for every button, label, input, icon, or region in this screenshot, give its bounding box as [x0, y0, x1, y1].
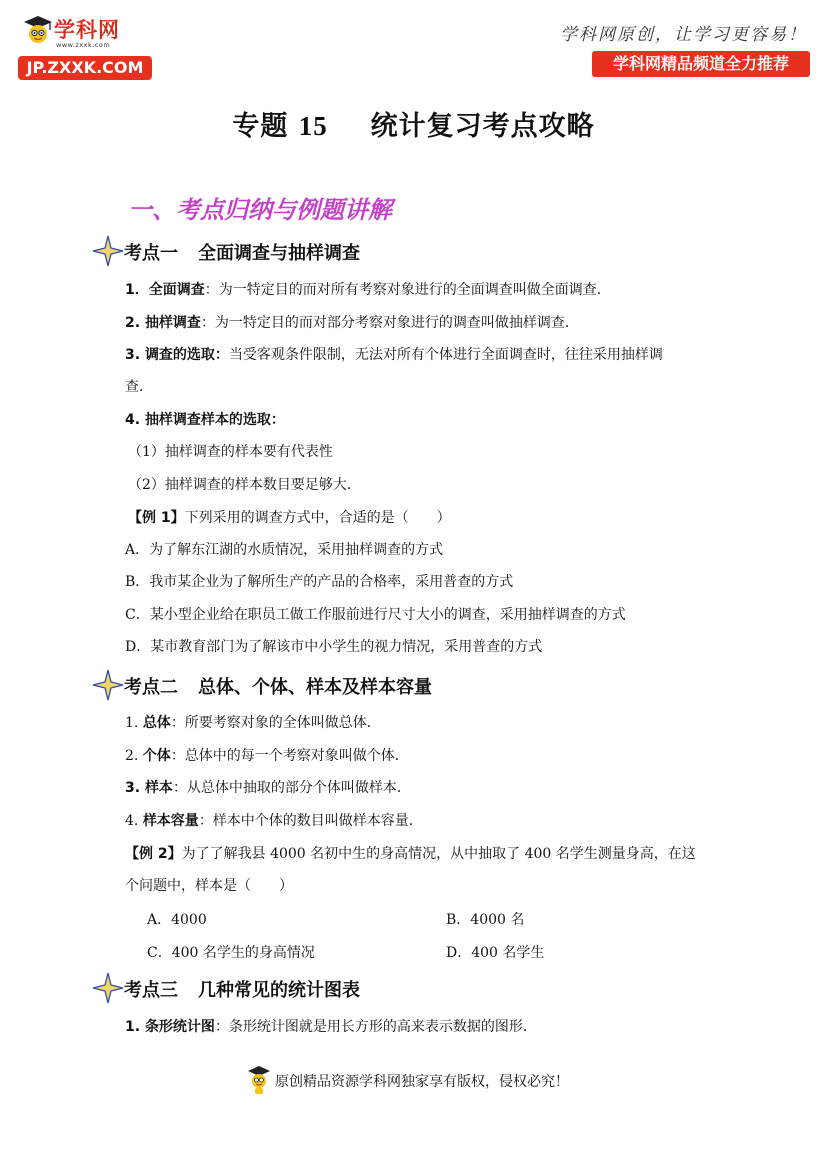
four-point-star-icon: [92, 669, 124, 701]
kp1-sub-1: （1）抽样调查的样本要有代表性: [128, 444, 333, 460]
kp3-label: 考点三: [124, 980, 178, 1001]
kp2-item-4: 4. 样本容量：样本中个体的数目叫做样本容量．: [125, 813, 423, 829]
kp1-item-3-cont: 查．: [125, 379, 153, 395]
example-2-choice-c: C．400 名学生的身高情况: [147, 945, 315, 961]
example-1: 【例 1】下列采用的调查方式中，合适的是（ ）: [128, 510, 451, 526]
kp1-topic: 全面调查与抽样调查: [198, 243, 360, 264]
kp2-item-3: 3. 样本：从总体中抽取的部分个体叫做样本．: [125, 780, 411, 796]
kp1-sub-2: （2）抽样调查的样本数目要足够大．: [128, 477, 361, 493]
graduation-cap-mascot-icon: [22, 14, 54, 48]
header-slogan: 学科网原创，让学习更容易！: [560, 25, 807, 45]
title-main: 统计复习考点攻略: [370, 111, 595, 142]
example-2-cont: 个问题中，样本是（ ）: [125, 878, 293, 894]
kp2-item-1: 1. 总体：所要考察对象的全体叫做总体．: [125, 715, 381, 731]
kp2-topic: 总体、个体、样本及样本容量: [198, 677, 432, 698]
recommend-badge[interactable]: 学科网精品频道全力推荐: [592, 51, 810, 77]
kp2-label: 考点二: [124, 677, 178, 698]
example-2: 【例 2】为了了解我县 4000 名初中生的身高情况，从中抽取了 400 名学生测量身高，在这: [125, 846, 696, 862]
example-1-choice-b: B．我市某企业为了解所生产的产品的合格率，采用普查的方式: [125, 574, 514, 590]
example-2-choice-b: B．4000 名: [446, 912, 525, 928]
kp1-item-4: 4. 抽样调查样本的选取：: [125, 412, 285, 428]
kp1-item-3: 3. 调查的选取：当受客观条件限制，无法对所有个体进行全面调查时，往往采用抽样调: [125, 347, 663, 363]
kp2-item-2: 2. 个体：总体中的每一个考察对象叫做个体．: [125, 748, 409, 764]
kp1-label: 考点一: [124, 243, 178, 264]
section-heading: 一、考点归纳与例题讲解: [128, 196, 392, 224]
four-point-star-icon: [92, 972, 124, 1004]
four-point-star-icon: [92, 235, 124, 267]
kp1-item-2: 2. 抽样调查：为一特定目的而对部分考察对象进行的调查叫做抽样调查．: [125, 315, 579, 331]
logo-text: 学科网: [54, 18, 120, 42]
title-number: 15: [298, 111, 328, 141]
title-prefix: 专题: [232, 111, 289, 142]
page-title: [0, 104, 827, 143]
example-2-choice-d: D．400 名学生: [446, 945, 545, 961]
example-1-choice-c: C．某小型企业给在职员工做工作服前进行尺寸大小的调查，采用抽样调查的方式: [125, 607, 626, 623]
kp1-item-1: 1．全面调查：为一特定目的而对所有考察对象进行的全面调查叫做全面调查．: [125, 282, 611, 298]
jp-site-badge[interactable]: JP.ZXXK.COM: [18, 56, 152, 80]
example-1-choice-d: D．某市教育部门为了解该市中小学生的视力情况，采用普查的方式: [125, 639, 543, 655]
copyright-footer: 原创精品资源学科网独家享有版权，侵权必究！: [275, 1074, 569, 1090]
mascot-icon: [247, 1065, 271, 1095]
example-2-choice-a: A．4000: [147, 912, 207, 928]
logo-url: www.zxxk.com: [56, 41, 111, 49]
kp3-topic: 几种常见的统计图表: [198, 980, 360, 1001]
site-logo[interactable]: [18, 10, 158, 82]
example-1-choice-a: A．为了解东江湖的水质情况，采用抽样调查的方式: [125, 542, 444, 558]
kp3-item-1: 1. 条形统计图：条形统计图就是用长方形的高来表示数据的图形．: [125, 1019, 537, 1035]
